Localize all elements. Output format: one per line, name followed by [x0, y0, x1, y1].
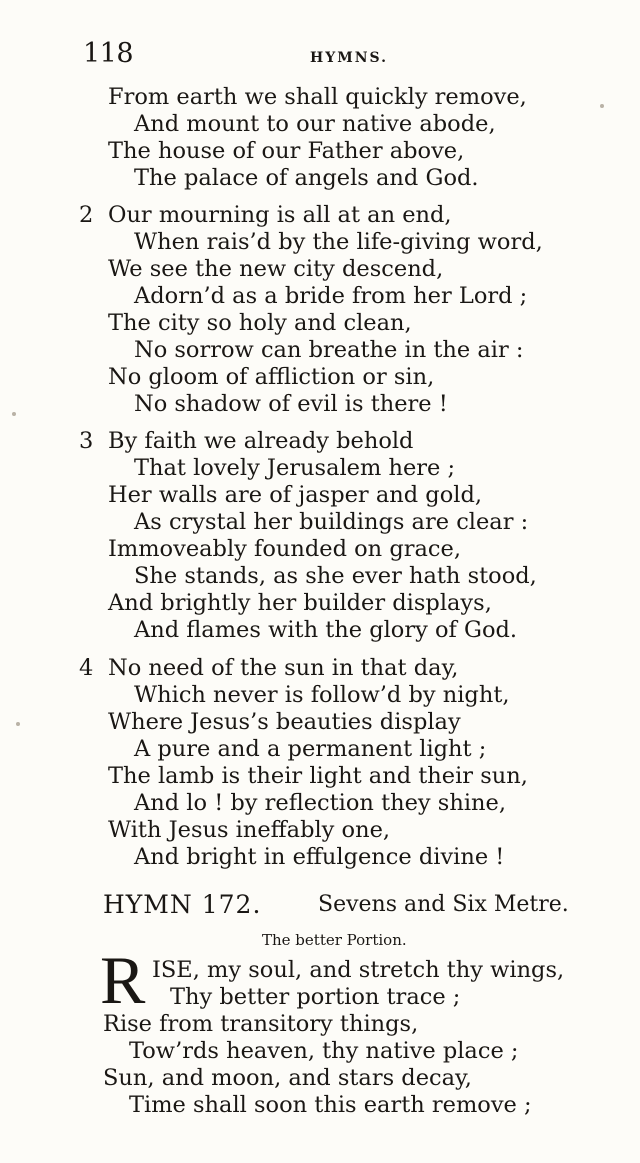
- verse-line: Our mourning is all at an end,: [108, 202, 452, 228]
- verse-line: And mount to our native abode,: [134, 111, 496, 137]
- verse-line: ISE, my soul, and stretch thy wings,: [152, 957, 565, 983]
- verse-line: Immoveably founded on grace,: [108, 536, 461, 562]
- verse-line: By faith we already behold: [108, 428, 414, 454]
- verse-line: Which never is follow’d by night,: [134, 682, 510, 708]
- stanza-number: 4: [79, 655, 94, 681]
- hymn-subtitle: The better Portion.: [262, 931, 407, 949]
- paper-speck: [12, 412, 16, 416]
- verse-line: No need of the sun in that day,: [108, 655, 459, 681]
- verse-line: No gloom of affliction or sin,: [108, 364, 435, 390]
- verse-line: When rais’d by the life-giving word,: [134, 229, 543, 255]
- verse-line: Tow’rds heaven, thy native place ;: [129, 1038, 519, 1064]
- verse-line: Her walls are of jasper and gold,: [108, 482, 482, 508]
- stanza-number: 2: [79, 202, 94, 228]
- verse-line: Thy better portion trace ;: [170, 984, 461, 1010]
- verse-line: And bright in effulgence divine !: [134, 844, 505, 870]
- verse-line: A pure and a permanent light ;: [134, 736, 487, 762]
- verse-line: The palace of angels and God.: [134, 165, 479, 191]
- verse-line: As crystal her buildings are clear :: [134, 509, 529, 535]
- running-head: HYMNS.: [310, 50, 389, 66]
- verse-line: And flames with the glory of God.: [134, 617, 518, 643]
- verse-line: Sun, and moon, and stars decay,: [103, 1065, 472, 1091]
- verse-line: Adorn’d as a bride from her Lord ;: [134, 283, 528, 309]
- hymn-title: HYMN 172.: [103, 890, 262, 919]
- verse-line: And brightly her builder displays,: [108, 590, 492, 616]
- stanza-number: 3: [79, 428, 94, 454]
- paper-speck: [600, 104, 604, 108]
- paper-speck: [16, 722, 20, 726]
- verse-line: Rise from transitory things,: [103, 1011, 419, 1037]
- verse-line: The city so holy and clean,: [108, 310, 412, 336]
- drop-cap: R: [100, 942, 146, 1018]
- page-header: [0, 38, 640, 78]
- verse-line: With Jesus ineffably one,: [108, 817, 391, 843]
- verse-line: From earth we shall quickly remove,: [108, 84, 527, 110]
- page-number: 118: [83, 38, 134, 69]
- verse-line: That lovely Jerusalem here ;: [134, 455, 456, 481]
- verse-line: No shadow of evil is there !: [134, 391, 448, 417]
- verse-line: The lamb is their light and their sun,: [108, 763, 528, 789]
- verse-line: Time shall soon this earth remove ;: [129, 1092, 532, 1118]
- verse-line: She stands, as she ever hath stood,: [134, 563, 537, 589]
- verse-line: We see the new city descend,: [108, 256, 444, 282]
- verse-line: And lo ! by reflection they shine,: [134, 790, 506, 816]
- verse-line: The house of our Father above,: [108, 138, 465, 164]
- hymn-heading: [0, 890, 640, 926]
- hymn-metre: Sevens and Six Metre.: [318, 892, 569, 917]
- verse-line: No sorrow can breathe in the air :: [134, 337, 524, 363]
- verse-line: Where Jesus’s beauties display: [108, 709, 461, 735]
